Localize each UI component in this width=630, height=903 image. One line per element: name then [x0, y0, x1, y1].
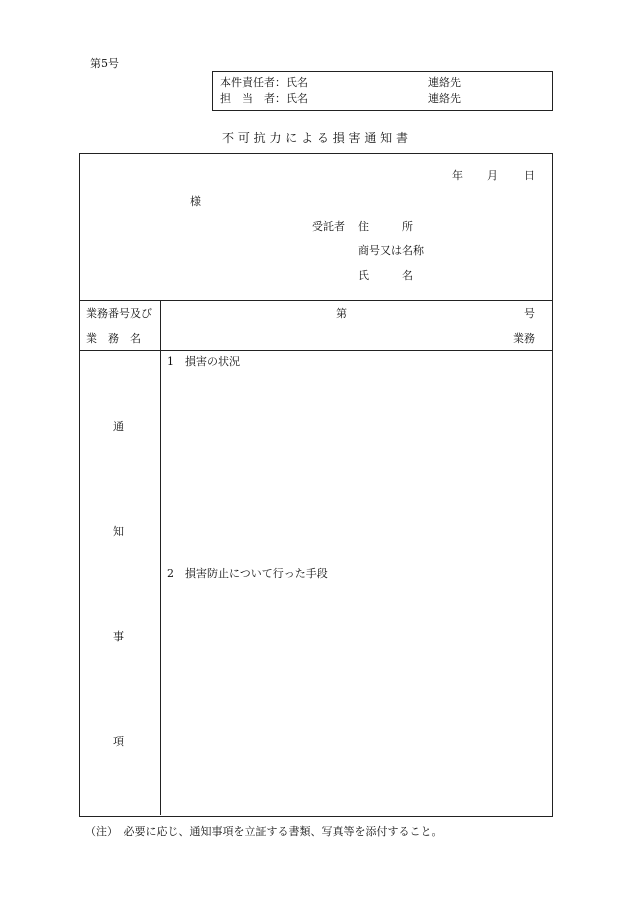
business-divider	[79, 350, 552, 351]
addressee-suffix: 様	[190, 195, 201, 208]
person-in-charge-contact-label: 連絡先	[428, 92, 461, 105]
date-month-label: 月	[487, 169, 498, 182]
form-frame	[79, 153, 553, 817]
notice-side-char-2: 知	[113, 525, 124, 538]
business-name-suffix: 業務	[513, 332, 535, 345]
business-label-line1: 業務番号及び	[86, 307, 152, 320]
business-label-line2: 業 務 名	[86, 332, 141, 345]
person-in-charge-label: 担 当 者：氏名	[220, 92, 308, 105]
footnote: （注） 必要に応じ、通知事項を立証する書類、写真等を添付すること。	[85, 825, 443, 838]
date-year-label: 年	[452, 169, 463, 182]
address-label: 住 所	[358, 220, 413, 233]
contractor-label: 受託者	[312, 220, 345, 233]
notice-side-char-1: 通	[113, 420, 124, 433]
notice-side-char-3: 事	[113, 630, 124, 643]
trade-name-label: 商号又は名称	[358, 244, 424, 257]
document-title: 不 可 抗 力 に よ る 損 害 通 知 書	[222, 131, 408, 145]
date-day-label: 日	[524, 169, 535, 182]
form-number: 第5号	[90, 57, 119, 70]
notice-side-char-4: 項	[113, 735, 124, 748]
business-number-prefix: 第	[336, 307, 347, 320]
responsible-person-label: 本件責任者：氏名	[220, 76, 308, 89]
item-damage-prevention: 2 損害防止について行った手段	[167, 567, 328, 580]
responsible-person-contact-label: 連絡先	[428, 76, 461, 89]
label-column-divider	[160, 300, 161, 815]
header-divider	[79, 300, 552, 301]
name-label: 氏 名	[358, 269, 413, 282]
item-damage-status: 1 損害の状況	[167, 355, 240, 368]
business-number-suffix: 号	[524, 307, 535, 320]
